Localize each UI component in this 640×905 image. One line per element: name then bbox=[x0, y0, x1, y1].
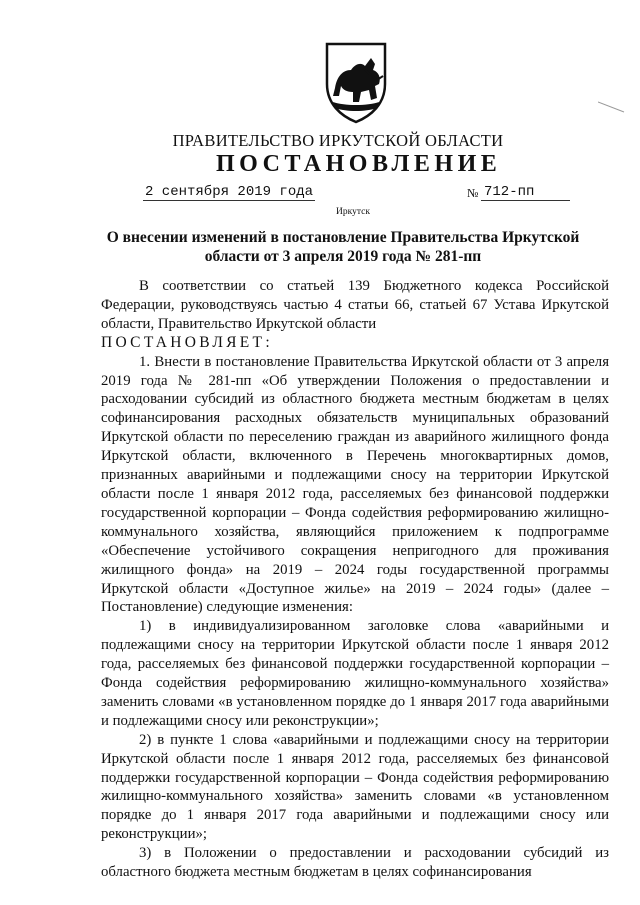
document-number: 712-пп bbox=[481, 184, 570, 201]
number-sign: № bbox=[467, 186, 479, 200]
decree-word: ПОСТАНОВЛЯЕТ: bbox=[101, 333, 273, 351]
paragraph-subitem-1: 1) в индивидуализированном заголовке слова «аварийными и подлежащими сносу на территории Иркутской области после 1 января 2012 года, расселяемых без финансовой поддержки государственной корпорации – Фонда содействия реформированию жилищно-коммунального хозяйства» заменить словами «в установленном порядке до 1 января 2017 года аварийными и подлежащими сносу или реконструкции»; bbox=[101, 618, 609, 729]
paragraph-item-1: 1. Внести в постановление Правительства Иркутской области от 3 апреля 2019 года № 281-пп «Об утверждении Положения о предоставлении и расходовании субсидий из областного бюджета местным бюджетам в целях софинансирования расходных обязательств муниципальных образований Иркутской области по переселению граждан из аварийного жилищного фонда Иркутской области, включенного в Перечень многоквартирных домов, признанных аварийными и подлежащими сносу на территории Иркутской области после 1 января 2012 года, расселяемых без финансовой поддержки государственной корпорации – Фонда содействия реформированию жилищно-коммунального хозяйства, являющийся приложением к подпрограмме «Обеспечение устойчивого сокращения непригодного для проживания жилищного фонда» на 2019 – 2024 годы государственной программы Иркутской области «Доступное жилье» на 2019 – 2024 годы» (далее – Постановление) следующие изменения: bbox=[101, 353, 609, 616]
coat-of-arms-icon bbox=[321, 40, 391, 124]
government-name: ПРАВИТЕЛЬСТВО ИРКУТСКОЙ ОБЛАСТИ bbox=[172, 131, 504, 150]
paragraph-preamble: В соответствии со статьей 139 Бюджетного кодекса Российской Федерации, руководствуясь частью 4 статьи 66, статьей 67 Устава Иркутской области, Правительство Иркутской области bbox=[101, 278, 609, 332]
document-date: 2 сентября 2019 года bbox=[145, 184, 314, 200]
city-name: Иркутск bbox=[336, 207, 370, 217]
document-body bbox=[101, 277, 609, 882]
document-type: ПОСТАНОВЛЕНИЕ bbox=[216, 151, 502, 177]
scan-mark bbox=[598, 100, 626, 114]
paragraph-subitem-3: 3) в Положении о предоставлении и расходовании субсидий из областного бюджета местным бюджетам в целях софинансирования bbox=[101, 845, 609, 881]
paragraph-subitem-2: 2) в пункте 1 слова «аварийными и подлежащими сносу на территории Иркутской области после 1 января 2012 года, расселяемых без финансовой поддержки государственной корпорации – Фонда содействия реформированию жилищно-коммунального хозяйства» заменить словами «в установленном порядке до 1 января 2017 года аварийными и подлежащими сносу или реконструкции»; bbox=[101, 731, 609, 843]
document-heading: О внесении изменений в постановление Правительства Иркутской области от 3 апреля 2019 года № 281-пп bbox=[106, 229, 580, 265]
